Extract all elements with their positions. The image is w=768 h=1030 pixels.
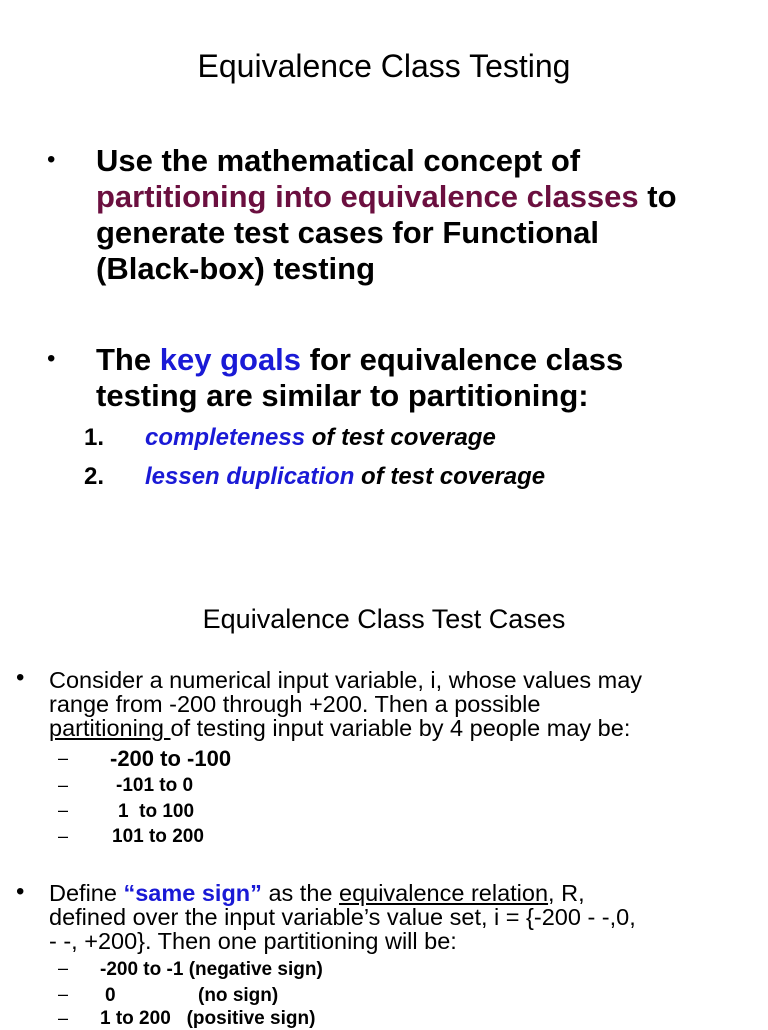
underlined-text: partitioning [49, 715, 171, 741]
range-text: 0 [105, 985, 116, 1006]
highlight-text: partitioning into equivalence classes [96, 179, 639, 214]
text: , R, [548, 880, 585, 906]
highlight-text: completeness [145, 424, 306, 451]
sign-range [100, 959, 323, 981]
paragraph-define [49, 881, 636, 953]
bullet-line [96, 179, 677, 215]
list-number: 1. [84, 424, 105, 451]
bullet-marker: • [47, 146, 56, 173]
text: of test coverage [354, 463, 546, 490]
text: to [638, 179, 677, 214]
dash-marker: – [58, 748, 69, 768]
dash-marker: – [58, 958, 69, 978]
dash-marker: – [58, 775, 69, 795]
list-item [145, 424, 496, 452]
paragraph-consider [49, 668, 642, 740]
list-item [145, 463, 545, 491]
paragraph-line: Consider a numerical input variable, i, whose values may [49, 667, 643, 693]
text: of test coverage [305, 424, 496, 451]
range-item: -101 to 0 [116, 775, 194, 796]
range-desc: (no sign) [198, 985, 279, 1006]
page-title: Equivalence Class Testing [197, 48, 571, 84]
range-desc: (negative sign) [188, 959, 323, 980]
bullet-line [96, 342, 623, 378]
range-item: 1 to 100 [118, 801, 195, 822]
section-title: Equivalence Class Test Cases [202, 604, 566, 634]
dash-marker: – [58, 1008, 69, 1028]
bullet-line: Use the mathematical concept of [96, 143, 581, 178]
paragraph-line: defined over the input variable’s value set, i = {-200 - -,0, [49, 904, 636, 930]
range-item: 101 to 200 [112, 826, 204, 847]
highlight-text: key goals [159, 342, 302, 377]
sign-range [100, 1008, 315, 1030]
underlined-text: equivalence relation [339, 880, 549, 906]
text: as the [261, 880, 339, 906]
bullet-key-goals [96, 342, 623, 414]
highlight-text: “same sign” [123, 880, 262, 906]
bullet-marker: • [16, 664, 25, 691]
text: of testing input variable by 4 people may be: [170, 715, 631, 741]
range-text: -200 to -1 [100, 959, 184, 980]
bullet-goal-statement [96, 143, 677, 287]
paragraph-line [49, 716, 642, 740]
bullet-line: generate test cases for Functional [96, 215, 600, 250]
paragraph-line: - -, +200}. Then one partitioning will be: [49, 928, 457, 954]
paragraph-line: range from -200 through +200. Then a possible [49, 691, 541, 717]
dash-marker: – [58, 800, 69, 820]
paragraph-line [49, 881, 636, 905]
text: for equivalence class [301, 342, 624, 377]
highlight-text: lessen duplication [145, 463, 355, 490]
range-item: -200 to -100 [110, 746, 232, 771]
text: Define [49, 880, 124, 906]
sign-range [105, 985, 279, 1007]
range-text: 1 to 200 [100, 1008, 171, 1029]
list-number: 2. [84, 463, 105, 490]
text: The [96, 342, 160, 377]
dash-marker: – [58, 826, 69, 846]
bullet-marker: • [16, 878, 25, 905]
bullet-line: testing are similar to partitioning: [96, 378, 589, 413]
bullet-line: (Black-box) testing [96, 251, 376, 286]
bullet-marker: • [47, 345, 56, 372]
dash-marker: – [58, 984, 69, 1004]
range-desc: (positive sign) [186, 1008, 316, 1029]
